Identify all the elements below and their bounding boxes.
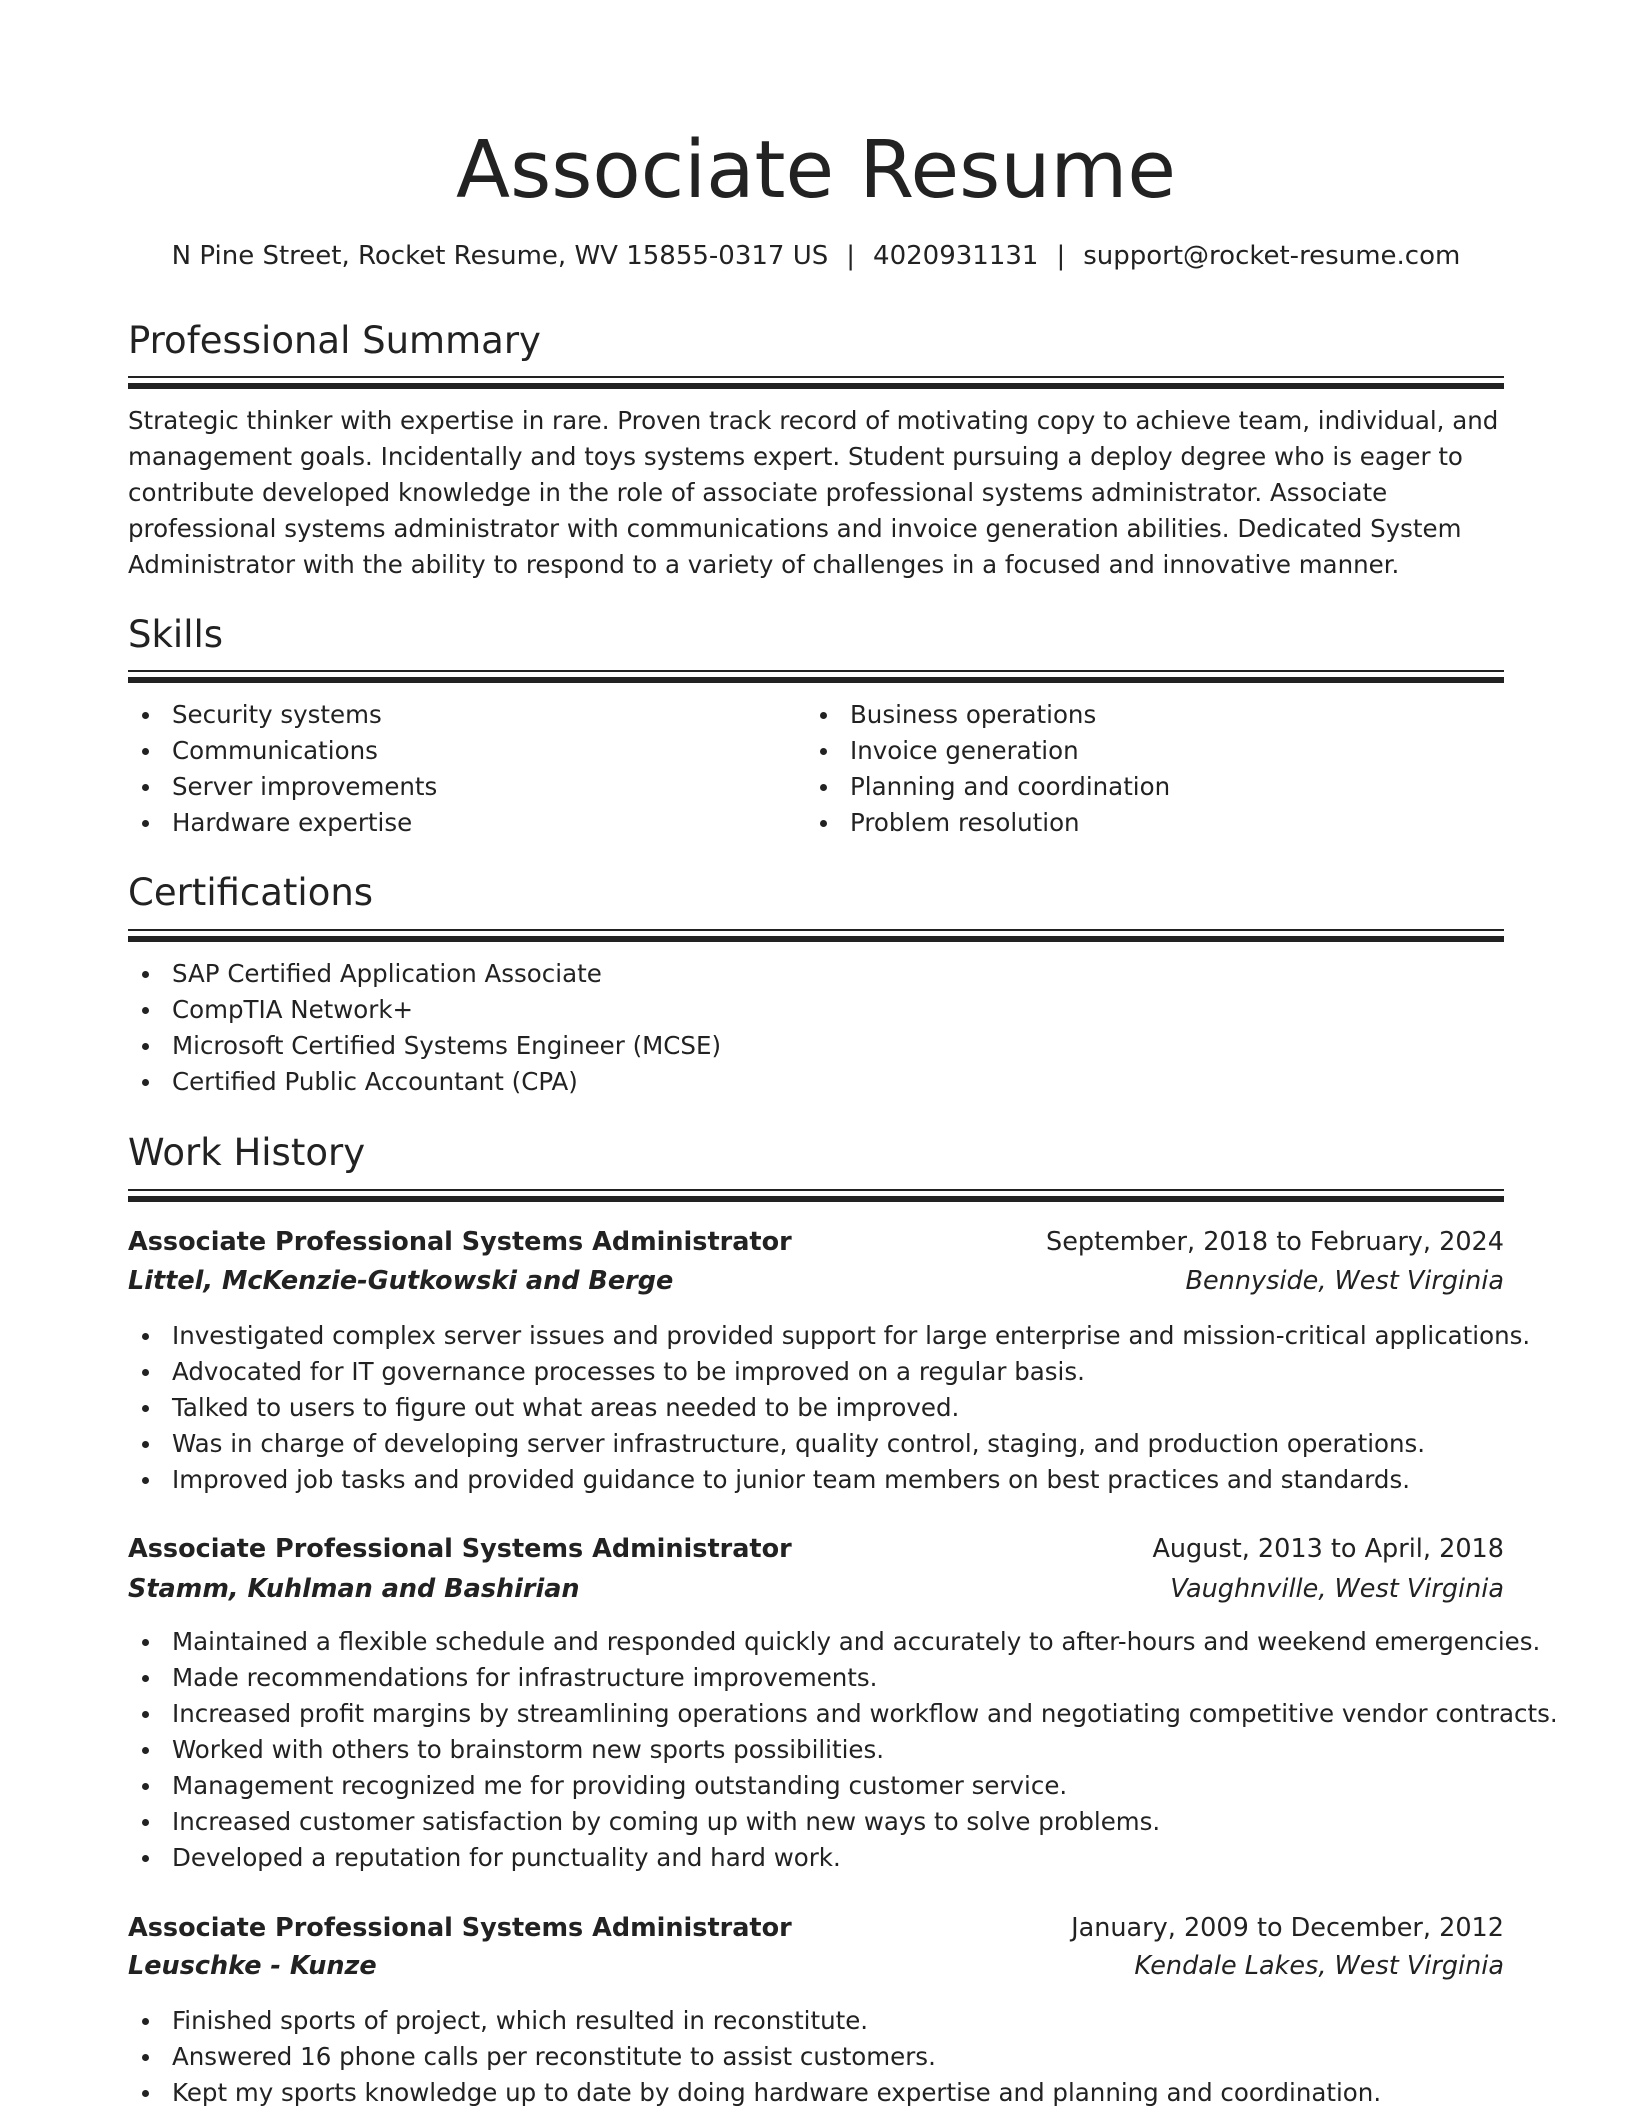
job-location: Vaughnville, West Virginia — [1170, 1574, 1504, 1604]
job-company-row — [128, 1263, 1504, 1299]
certification-item: SAP Certified Application Associate — [128, 956, 1504, 992]
job-bullet: Developed a reputation for punctuality and hard work. — [128, 1840, 1504, 1876]
job-company-row — [128, 1948, 1504, 1984]
job-company-row — [128, 1571, 1504, 1607]
section-divider — [128, 376, 1504, 390]
skills-list-right — [806, 697, 1486, 841]
contact-separator: | — [846, 241, 856, 271]
job-bullet: Investigated complex server issues and provided support for large enterprise and mission-critical applications. — [128, 1318, 1504, 1354]
skill-item: Business operations — [806, 697, 1486, 733]
job-bullet: Finished sports of project, which resulted in reconstitute. — [128, 2003, 1504, 2039]
certification-item: Certified Public Accountant (CPA) — [128, 1064, 1504, 1100]
job-bullets — [128, 1624, 1558, 1876]
job-header-row — [128, 1224, 1504, 1260]
certification-item: Microsoft Certified Systems Engineer (MCSE) — [128, 1028, 1504, 1064]
contact-address: N Pine Street, Rocket Resume, WV 15855-0317 US — [171, 241, 829, 271]
skill-item: Communications — [128, 733, 808, 769]
job-bullet: Made recommendations for infrastructure improvements. — [128, 1660, 1504, 1696]
job-bullet: Answered 16 phone calls per reconstitute to assist customers. — [128, 2039, 1504, 2075]
job-bullet: Kept my sports knowledge up to date by doing hardware expertise and planning and coordination. — [128, 2075, 1504, 2111]
section-heading-skills: Skills — [128, 613, 224, 656]
job-company: Littel, McKenzie-Gutkowski and Berge — [128, 1266, 674, 1296]
skill-item: Problem resolution — [806, 805, 1486, 841]
job-dates: September, 2018 to February, 2024 — [1046, 1227, 1504, 1257]
skill-item: Hardware expertise — [128, 805, 808, 841]
job-company: Leuschke - Kunze — [128, 1951, 377, 1981]
section-divider — [128, 929, 1504, 943]
certifications-list — [128, 956, 1504, 1100]
skill-item: Invoice generation — [806, 733, 1486, 769]
contact-email: support@rocket-resume.com — [1083, 241, 1461, 271]
skill-item: Security systems — [128, 697, 808, 733]
job-bullet: Talked to users to figure out what areas needed to be improved. — [128, 1390, 1504, 1426]
job-location: Kendale Lakes, West Virginia — [1134, 1951, 1504, 1981]
job-bullet: Increased profit margins by streamlining operations and workflow and negotiating competitive vendor contracts. — [128, 1696, 1504, 1732]
job-bullets — [128, 2003, 1504, 2111]
job-bullet: Increased customer satisfaction by coming up with new ways to solve problems. — [128, 1804, 1504, 1840]
job-dates: January, 2009 to December, 2012 — [1071, 1913, 1504, 1943]
job-bullet: Advocated for IT governance processes to be improved on a regular basis. — [128, 1354, 1504, 1390]
job-bullet: Maintained a flexible schedule and responded quickly and accurately to after-hours and weekend emergencies. — [128, 1624, 1504, 1660]
section-heading-summary: Professional Summary — [128, 319, 541, 362]
job-header-row — [128, 1531, 1504, 1567]
job-bullet: Worked with others to brainstorm new sports possibilities. — [128, 1732, 1504, 1768]
job-bullet: Improved job tasks and provided guidance to junior team members on best practices and standards. — [128, 1462, 1504, 1498]
job-bullet: Management recognized me for providing outstanding customer service. — [128, 1768, 1504, 1804]
job-location: Bennyside, West Virginia — [1185, 1266, 1504, 1296]
job-bullets — [128, 1318, 1531, 1498]
section-divider — [128, 1189, 1504, 1203]
job-header-row — [128, 1910, 1504, 1946]
job-company: Stamm, Kuhlman and Bashirian — [128, 1574, 580, 1604]
resume-name: Associate Resume — [456, 124, 1176, 216]
section-divider — [128, 670, 1504, 684]
skills-list-left — [128, 697, 808, 841]
job-title: Associate Professional Systems Administrator — [128, 1913, 792, 1943]
contact-phone: 4020931131 — [873, 241, 1039, 271]
contact-separator: | — [1056, 241, 1066, 271]
skill-item: Planning and coordination — [806, 769, 1486, 805]
job-dates: August, 2013 to April, 2018 — [1152, 1534, 1504, 1564]
section-heading-certifications: Certifications — [128, 871, 374, 914]
section-heading-work-history: Work History — [128, 1131, 366, 1174]
summary-text: Strategic thinker with expertise in rare. Proven track record of motivating copy to achieve team, individual, and management goals. Incidentally and toys systems expert. Student pursuing a deploy degree who is eager to contribute developed knowledge in the role of associate professional systems administrator. Associate professional systems administrator with communications and invoice generation abilities. Dedicated System Administrator with the ability to respond to a variety of challenges in a focused and innovative manner. — [128, 406, 1499, 579]
certification-item: CompTIA Network+ — [128, 992, 1504, 1028]
job-title: Associate Professional Systems Administrator — [128, 1534, 792, 1564]
skill-item: Server improvements — [128, 769, 808, 805]
job-title: Associate Professional Systems Administrator — [128, 1227, 792, 1257]
contact-line — [128, 238, 1504, 274]
job-bullet: Was in charge of developing server infrastructure, quality control, staging, and production operations. — [128, 1426, 1504, 1462]
